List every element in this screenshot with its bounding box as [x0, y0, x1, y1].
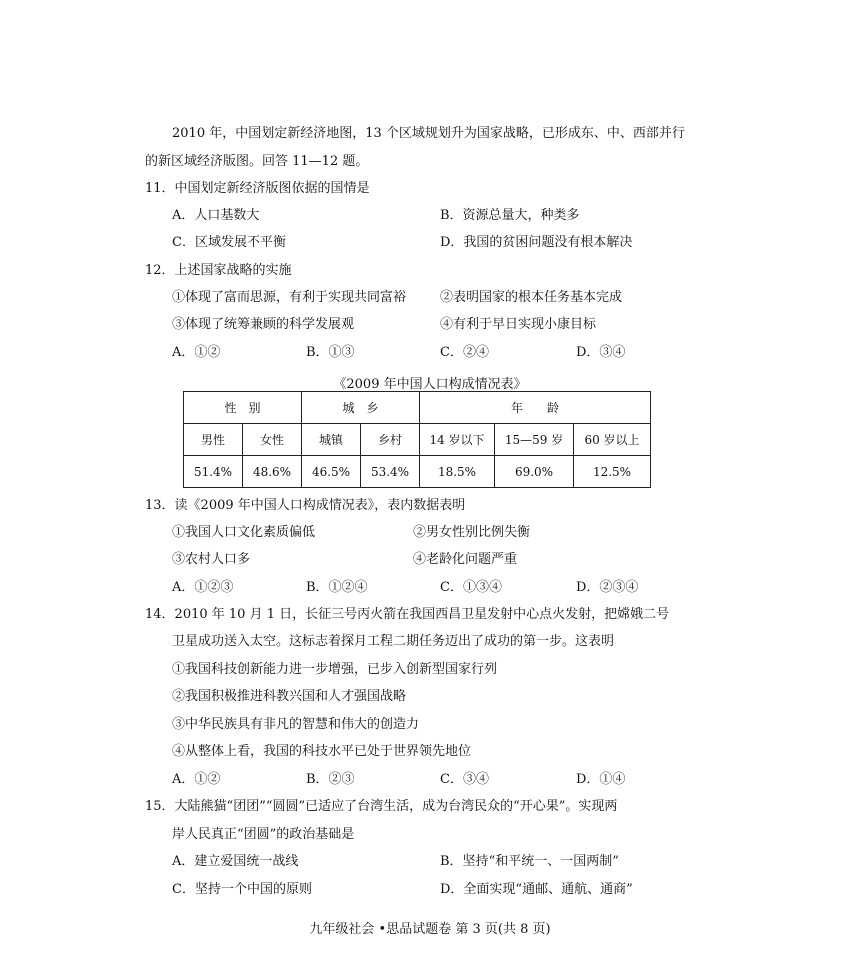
value-under-14: 18.5%	[420, 456, 495, 488]
q11-option-b: B．资源总量大，种类多	[440, 208, 580, 223]
q12-statement-2: ②表明国家的根本任务基本完成	[440, 290, 623, 305]
q13-option-c: C．①③④	[440, 580, 502, 595]
value-male: 51.4%	[184, 456, 243, 488]
table-value-row	[184, 456, 651, 488]
page-footer: 九年级社会 •思品试题卷 第 3 页(共 8 页)	[309, 922, 551, 937]
q12-option-a: A．①②	[172, 345, 221, 360]
subheader-over-60: 60 岁以上	[574, 424, 651, 456]
group-urban-rural: 城 乡	[302, 392, 420, 424]
subheader-female: 女性	[243, 424, 302, 456]
q12-option-d: D．③④	[576, 345, 626, 360]
q12-statement-4: ④有利于早日实现小康目标	[440, 317, 597, 332]
q14-stem-line-2: 卫星成功送入太空。这标志着探月工程二期任务迈出了成功的第一步。这表明	[172, 634, 615, 649]
q13-option-b: B．①②④	[306, 580, 368, 595]
value-over-60: 12.5%	[574, 456, 651, 488]
subheader-male: 男性	[184, 424, 243, 456]
subheader-under-14: 14 岁以下	[420, 424, 495, 456]
q14-stem-line-1: 14．2010 年 10 月 1 日，长征三号丙火箭在我国西昌卫星发射中心点火发射，把嫦娥二号	[145, 607, 670, 622]
value-15-59: 69.0%	[495, 456, 574, 488]
q12-option-b: B．①③	[306, 345, 355, 360]
q11-option-d: D．我国的贫困问题没有根本解决	[440, 235, 633, 250]
q13-statement-3: ③农村人口多	[172, 552, 251, 567]
q15-stem-line-1: 15．大陆熊猫“团团”“圆圆”已适应了台湾生活，成为台湾民众的“开心果”。实现两	[145, 799, 618, 814]
q15-option-a: A．建立爱国统一战线	[172, 854, 299, 869]
value-urban: 46.5%	[302, 456, 361, 488]
q14-option-b: B．②③	[306, 772, 355, 787]
population-table	[183, 391, 651, 488]
q12-stem: 12．上述国家战略的实施	[145, 263, 292, 278]
q14-statement-1: ①我国科技创新能力进一步增强，已步入创新型国家行列	[172, 662, 498, 677]
q14-statement-2: ②我国积极推进科教兴国和人才强国战略	[172, 689, 407, 704]
q13-statement-1: ①我国人口文化素质偏低	[172, 525, 316, 540]
q12-option-c: C．②④	[440, 345, 489, 360]
subheader-15-59: 15—59 岁	[495, 424, 574, 456]
q12-statement-3: ③体现了统筹兼顾的科学发展观	[172, 317, 355, 332]
table-subheader-row	[184, 424, 651, 456]
table-caption: 《2009 年中国人口构成情况表》	[333, 377, 527, 392]
q15-option-b: B．坚持“和平统一、一国两制”	[440, 854, 619, 869]
q15-stem-line-2: 岸人民真正“团圆”的政治基础是	[172, 827, 355, 842]
q13-statement-4: ④老龄化问题严重	[413, 552, 518, 567]
q13-statement-2: ②男女性别比例失衡	[413, 525, 531, 540]
q15-option-c: C．坚持一个中国的原则	[172, 882, 312, 897]
q14-option-c: C．③④	[440, 772, 489, 787]
group-age: 年 龄	[420, 392, 651, 424]
q14-statement-3: ③中华民族具有非凡的智慧和伟大的创造力	[172, 717, 420, 732]
group-sex: 性 别	[184, 392, 302, 424]
q13-option-a: A．①②③	[172, 580, 234, 595]
q14-option-a: A．①②	[172, 772, 221, 787]
subheader-rural: 乡村	[361, 424, 420, 456]
q13-option-d: D．②③④	[576, 580, 639, 595]
intro-line-2: 的新区域经济版图。回答 11—12 题。	[145, 154, 369, 169]
intro-line-1: 2010 年，中国划定新经济地图，13 个区域规划升为国家战略，已形成东、中、西部并行	[172, 126, 685, 141]
q12-statement-1: ①体现了富而思源，有利于实现共同富裕	[172, 290, 407, 305]
q11-option-a: A．人口基数大	[172, 208, 260, 223]
subheader-urban: 城镇	[302, 424, 361, 456]
q14-option-d: D．①④	[576, 772, 626, 787]
q13-stem: 13．读《2009 年中国人口构成情况表》，表内数据表明	[145, 498, 466, 513]
value-female: 48.6%	[243, 456, 302, 488]
table-group-row	[184, 392, 651, 424]
value-rural: 53.4%	[361, 456, 420, 488]
q15-option-d: D．全面实现“通邮、通航、通商”	[440, 882, 633, 897]
q11-stem: 11．中国划定新经济版图依据的国情是	[145, 181, 370, 196]
q11-option-c: C．区域发展不平衡	[172, 235, 286, 250]
q14-statement-4: ④从整体上看，我国的科技水平已处于世界领先地位	[172, 744, 472, 759]
